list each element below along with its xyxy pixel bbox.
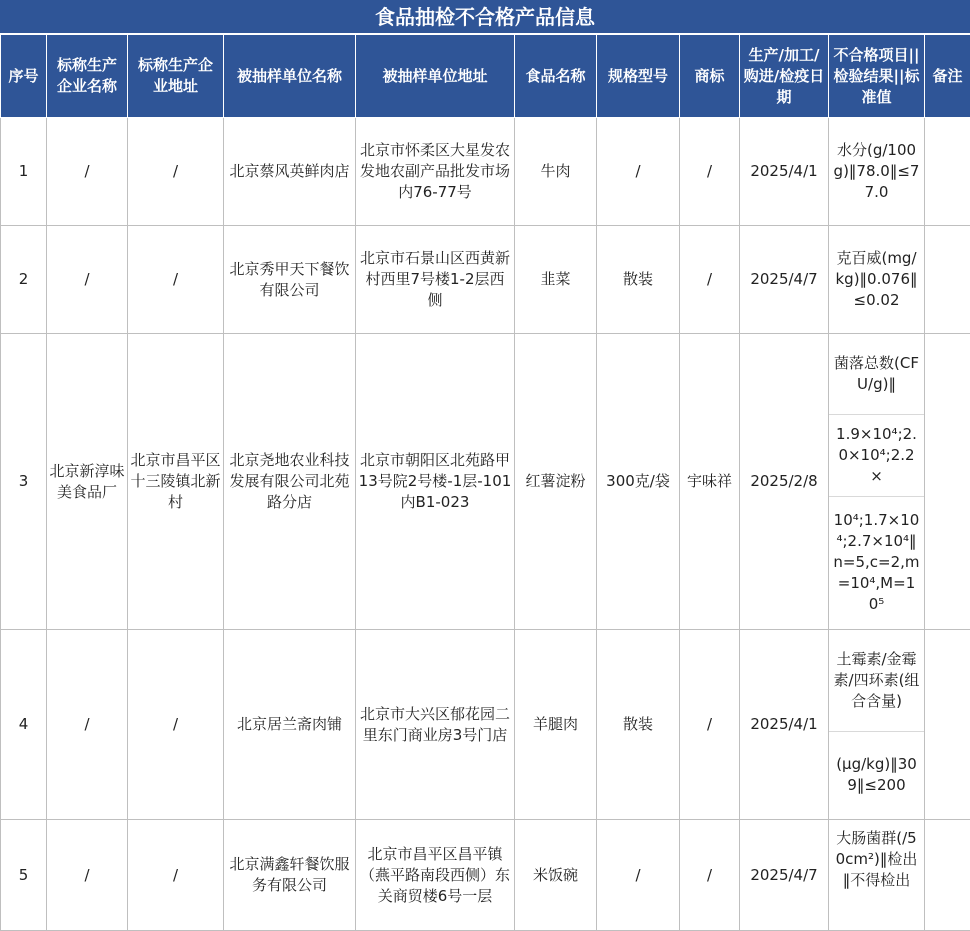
- cell-food-name: 韭菜: [515, 226, 597, 334]
- cell-sampled-unit: 北京尧地农业科技发展有限公司北苑路分店: [224, 334, 356, 630]
- cell-seq: 1: [1, 118, 47, 226]
- cell-sampled-unit: 北京秀甲天下餐饮有限公司: [224, 226, 356, 334]
- cell-brand: /: [680, 118, 740, 226]
- cell-date: 2025/4/7: [740, 820, 829, 931]
- result-text: 克百威(mg/kg)‖0.076‖≤0.02: [829, 226, 924, 332]
- cell-sampled-unit: 北京满鑫轩餐饮服务有限公司: [224, 820, 356, 931]
- cell-mfr-name: /: [47, 820, 128, 931]
- cell-seq: 3: [1, 334, 47, 630]
- result-text: 大肠菌群(/50cm²)‖检出‖不得检出: [829, 820, 924, 929]
- header-food-name: 食品名称: [515, 35, 597, 118]
- cell-note: [925, 118, 970, 226]
- table-row: [1, 630, 970, 820]
- result-text: 水分(g/100g)‖78.0‖≤77.0: [829, 118, 924, 224]
- cell-seq: 2: [1, 226, 47, 334]
- header-note: 备注: [925, 35, 970, 118]
- unqualified-products-table: [0, 34, 970, 931]
- cell-seq: 4: [1, 630, 47, 820]
- cell-date: 2025/2/8: [740, 334, 829, 630]
- cell-mfr-addr: 北京市昌平区十三陵镇北新村: [128, 334, 224, 630]
- header-brand: 商标: [680, 35, 740, 118]
- cell-date: 2025/4/7: [740, 226, 829, 334]
- header-sampled-unit: 被抽样单位名称: [224, 35, 356, 118]
- cell-spec: /: [597, 118, 680, 226]
- cell-brand: /: [680, 630, 740, 820]
- cell-mfr-name: /: [47, 118, 128, 226]
- cell-food-name: 红薯淀粉: [515, 334, 597, 630]
- cell-food-name: 羊腿肉: [515, 630, 597, 820]
- cell-spec: 散装: [597, 226, 680, 334]
- header-row: [1, 35, 970, 118]
- header-mfr-name: 标称生产企业名称: [47, 35, 128, 118]
- result-text: 1.9×10⁴;2.0×10⁴;2.2×: [829, 415, 924, 497]
- cell-note: [925, 334, 970, 630]
- cell-brand: 宇味祥: [680, 334, 740, 630]
- result-text: 菌落总数(CFU/g)‖: [829, 334, 924, 415]
- cell-result: [829, 820, 925, 931]
- cell-seq: 5: [1, 820, 47, 931]
- cell-date: 2025/4/1: [740, 630, 829, 820]
- header-mfr-addr: 标称生产企业地址: [128, 35, 224, 118]
- cell-mfr-addr: /: [128, 118, 224, 226]
- cell-brand: /: [680, 226, 740, 334]
- table-row: [1, 226, 970, 334]
- header-date: 生产/加工/购进/检疫日期: [740, 35, 829, 118]
- header-spec: 规格型号: [597, 35, 680, 118]
- cell-mfr-name: /: [47, 226, 128, 334]
- cell-mfr-name: 北京新淳味美食品厂: [47, 334, 128, 630]
- table-row: [1, 118, 970, 226]
- cell-sampled-addr: 北京市石景山区西黄新村西里7号楼1-2层西侧: [356, 226, 515, 334]
- cell-date: 2025/4/1: [740, 118, 829, 226]
- table-title: 食品抽检不合格产品信息: [0, 0, 970, 34]
- cell-spec: 300克/袋: [597, 334, 680, 630]
- cell-result: [829, 226, 925, 334]
- cell-sampled-addr: 北京市昌平区昌平镇（燕平路南段西侧）东关商贸楼6号一层: [356, 820, 515, 931]
- cell-result: [829, 118, 925, 226]
- table-row: [1, 820, 970, 931]
- cell-result: [829, 334, 925, 630]
- header-result: 不合格项目||检验结果||标准值: [829, 35, 925, 118]
- result-text: 10⁴;1.7×10⁴;2.7×10⁴‖n=5,c=2,m=10⁴,M=10⁵: [829, 497, 924, 628]
- cell-note: [925, 820, 970, 931]
- cell-mfr-addr: /: [128, 820, 224, 931]
- table-row: [1, 334, 970, 630]
- cell-spec: 散装: [597, 630, 680, 820]
- result-text: 土霉素/金霉素/四环素(组合含量): [829, 630, 924, 732]
- cell-sampled-addr: 北京市大兴区郁花园二里东门商业房3号门店: [356, 630, 515, 820]
- cell-food-name: 牛肉: [515, 118, 597, 226]
- cell-spec: /: [597, 820, 680, 931]
- cell-brand: /: [680, 820, 740, 931]
- cell-mfr-addr: /: [128, 630, 224, 820]
- header-sampled-addr: 被抽样单位地址: [356, 35, 515, 118]
- cell-sampled-addr: 北京市怀柔区大星发农发地农副产品批发市场内76-77号: [356, 118, 515, 226]
- cell-food-name: 米饭碗: [515, 820, 597, 931]
- result-text: (μg/kg)‖309‖≤200: [829, 732, 924, 818]
- header-seq: 序号: [1, 35, 47, 118]
- cell-note: [925, 226, 970, 334]
- cell-sampled-unit: 北京蔡风英鲜肉店: [224, 118, 356, 226]
- cell-result: [829, 630, 925, 820]
- cell-sampled-addr: 北京市朝阳区北苑路甲13号院2号楼-1层-101内B1-023: [356, 334, 515, 630]
- cell-mfr-name: /: [47, 630, 128, 820]
- cell-mfr-addr: /: [128, 226, 224, 334]
- cell-sampled-unit: 北京居兰斋肉铺: [224, 630, 356, 820]
- cell-note: [925, 630, 970, 820]
